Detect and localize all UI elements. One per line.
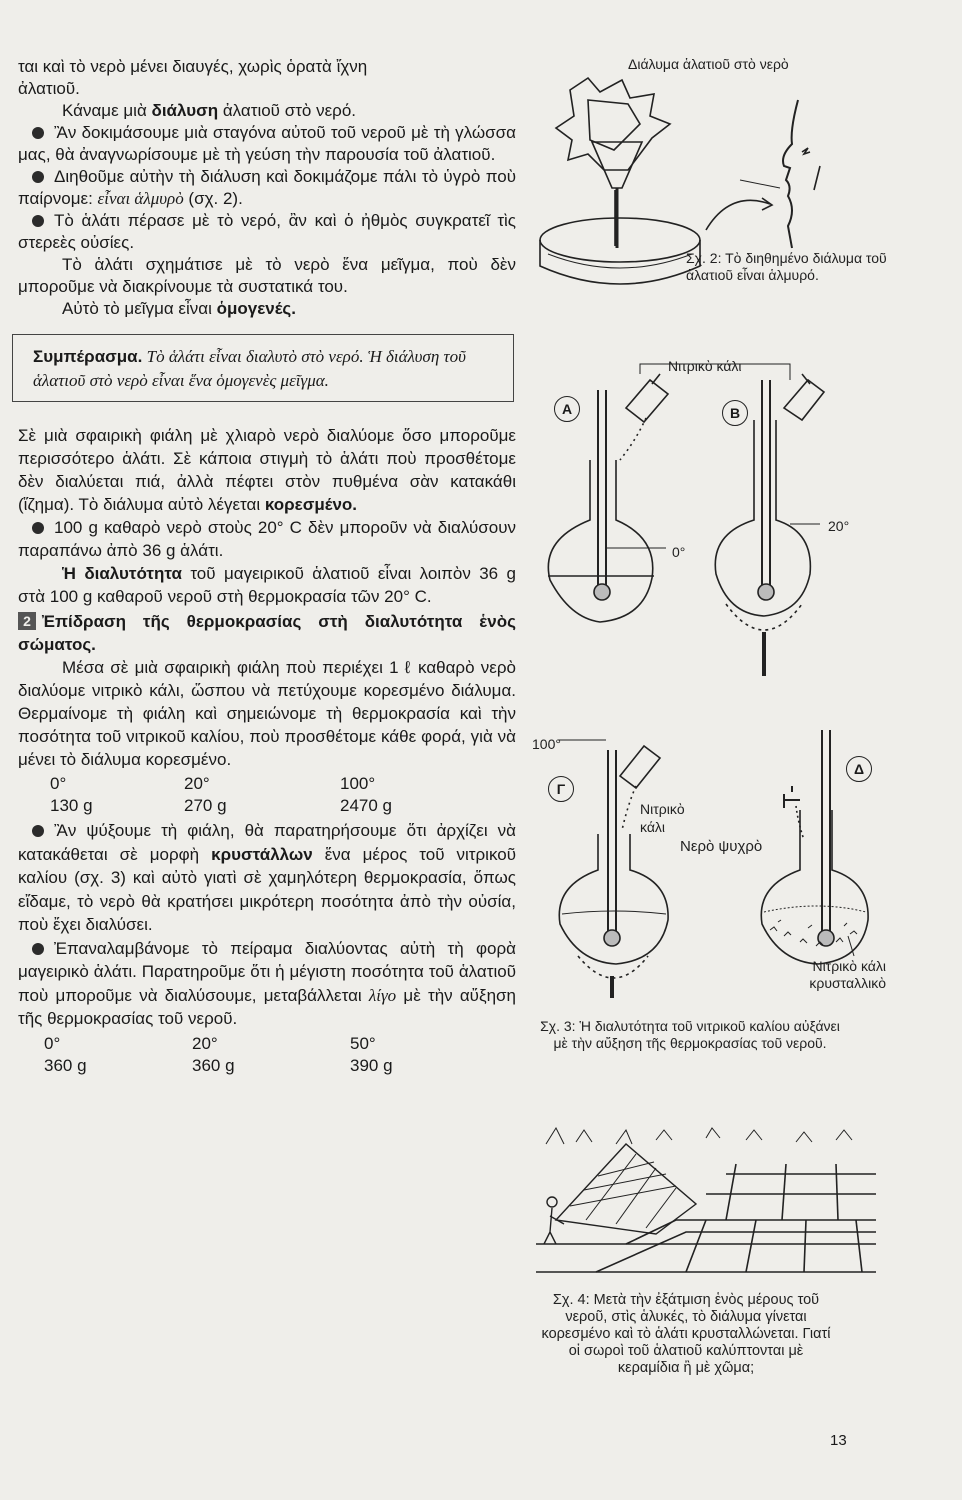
table-cell: 270 g: [184, 796, 227, 815]
text-run: Ἐπαναλαμβάνομε τὸ πείραμα διαλύοντας αὐτὴ τὴ φορὰ μαγειρικὸ ἁλάτι. Παρατηροῦμε ὅτι ἡ μέγιστη ποσότητα τοῦ ἁλατιοῦ ποὺ μποροῦμε νὰ διαλύσουμε, μεταβάλλεται: [18, 938, 516, 1005]
table-cell: 2470 g: [340, 796, 392, 815]
fig3-flasks-GD: [548, 730, 878, 1000]
table-cell: 0°: [50, 774, 67, 793]
table-kno3-amounts: [50, 795, 516, 817]
section-title: Ἐπίδραση τῆς θερμοκρασίας στὴ διαλυτότητα ἑνὸς σώματος.: [18, 612, 516, 654]
bullet-icon: [32, 943, 44, 955]
term-dialysi: διάλυση: [151, 101, 219, 120]
table-cell: 390 g: [350, 1055, 393, 1075]
text-run: Σὲ μιὰ σφαιρικὴ φιάλη μὲ χλιαρὸ νερὸ διαλύομε ὅσο μποροῦμε περισσότερο ἁλάτι. Σὲ κάποια στιγμὴ τὸ ἁλάτι ποὺ προσθέτομε δὲν διαλύεται πιά, ἀλλὰ πέφτει στὸν πυθμένα σὰν κατακάθι (ἵζημα). Τὸ διάλυμα αὐτὸ λέγεται: [18, 426, 516, 514]
term-solubility: Ἡ διαλυτότητα: [62, 564, 182, 583]
text-run: (σχ. 2).: [183, 189, 243, 208]
fig3-label-B: Β: [722, 400, 748, 426]
paragraph-mixture: [18, 254, 516, 298]
fig3-temp-100: 100°: [532, 736, 561, 752]
fig4-caption: Σχ. 4: Μετὰ τὴν ἐξάτμιση ἑνὸς μέρους τοῦ νεροῦ, στὶς ἁλυκές, τὸ διάλυμα γίνεται κορεσμένο καὶ τὸ ἁλάτι κρυσταλλώνεται. Γιατί οἱ σωροὶ τοῦ ἁλατιοῦ καλύπτονται μὲ κεραμίδια ἢ μὲ χῶμα;: [541, 1292, 831, 1376]
bullet-icon: [32, 215, 44, 227]
text-run: μὲ τὴν αὔξηση τῆς θερμοκρασίας τοῦ νεροῦ.: [18, 985, 516, 1028]
fig3-temp-20: 20°: [828, 518, 850, 534]
text-run: Ἂν δοκιμάσουμε μιὰ σταγόνα αὐτοῦ τοῦ νεροῦ μὲ τὴ γλώσσα μας, θὰ ἀναγνωρίσουμε μὲ τὴ γεύση τὴν παρουσία τοῦ ἀλατιοῦ.: [18, 123, 516, 164]
paragraph-saturated: [18, 424, 516, 516]
section-number: 2: [18, 612, 36, 630]
conclusion-label: Συμπέρασμα.: [33, 347, 143, 366]
bullet-filter: [18, 166, 516, 210]
text-run: Διηθοῦμε αὐτὴν τὴ διάλυση καὶ δοκιμάζομε πάλι τὸ ὑγρὸ ποὺ παίρνομε:: [18, 167, 516, 208]
bullet-icon: [32, 825, 44, 837]
bullet-icon: [32, 127, 44, 139]
table-nacl-temps: [44, 1033, 516, 1055]
fig3-flasks-AB: [540, 360, 850, 690]
paragraph-solubility: [18, 562, 516, 608]
section-heading: [18, 610, 516, 656]
text-run: Τὸ ἁλάτι πέρασε μὲ τὸ νερό, ἂν καὶ ὁ ἠθμὸς συγκρατεῖ τὶς στερεὲς οὐσίες.: [18, 211, 516, 252]
fig4-saltworks-illustration: [536, 1124, 876, 1284]
fig3-label-D: Δ: [846, 756, 872, 782]
bullet-cooling: [18, 819, 516, 937]
table-kno3: [50, 773, 516, 817]
italic-little: λίγο: [368, 985, 397, 1005]
fig3-label-cold-water: Νερὸ ψυχρὸ: [680, 838, 763, 855]
fig2-top-label: Διάλυμα ἁλατιοῦ στὸ νερὸ: [628, 56, 789, 72]
table-cell: 20°: [184, 774, 210, 793]
main-text-column: [18, 56, 516, 1077]
fig3-label-G: Γ: [548, 776, 574, 802]
text-line: ται καὶ τὸ νερὸ μένει διαυγές, χωρὶς ὁρατὰ ἴχνη: [18, 57, 368, 76]
table-cell: 130 g: [50, 796, 93, 815]
conclusion-text: Τὸ ἁλάτι εἶναι διαλυτὸ στὸ νερό. Ἡ διάλυση τοῦ ἁλατιοῦ στὸ νερὸ εἶναι ἕνα ὁμογενὲς μεῖγμα.: [33, 347, 466, 390]
text-run: ἀλατιοῦ στὸ νερό.: [218, 101, 357, 120]
bullet-100g: [18, 516, 516, 562]
italic-salty: εἶναι ἁλμυρὸ: [97, 189, 184, 208]
page-number: 13: [830, 1432, 847, 1449]
bullet-icon: [32, 171, 44, 183]
text-run: ἕνα μέρος τοῦ νιτρικοῦ καλίου (σχ. 3) καὶ αὐτὸ γιατὶ σὲ χαμηλότερη θερμοκρασία, ὅπως εἴδαμε, τὸ νερὸ θὰ κρατήσει μικρότερη ποσότητα ἀπὸ τὴν οὐσία, ποὺ ἔχει διαλύσει.: [18, 844, 516, 934]
table-nacl: [44, 1033, 516, 1077]
table-cell: 360 g: [44, 1055, 87, 1075]
paragraph-dissolution: [18, 100, 516, 122]
conclusion-box: [12, 334, 514, 402]
fig3-label-A: Α: [554, 396, 580, 422]
term-homogeneous: ὁμογενές.: [216, 299, 296, 318]
bullet-icon: [32, 522, 44, 534]
text-run: Μέσα σὲ μιὰ σφαιρικὴ φιάλη ποὺ περιέχει 1 ℓ καθαρὸ νερὸ διαλύομε νιτρικὸ κάλι, ὥσπου νὰ πετύχουμε κορεσμένο διάλυμα. Θερμαίνομε τὴ φιάλη καὶ σημειώνομε τὴ θερμοκρασία καὶ τὴν ποσότητα τοῦ νιτρικοῦ καλίου, ποὺ προσθέτομε κάθε φορά, γιὰ νὰ μένει τὸ διάλυμα κορεσμένο.: [18, 658, 516, 769]
paragraph-kno3: [18, 656, 516, 771]
text-run: 100 g καθαρὸ νερὸ στοὺς 20° C δὲν μποροῦν νὰ διαλύσουν παραπάνω ἀπὸ 36 g ἁλάτι.: [18, 518, 516, 560]
term-saturated: κορεσμένο.: [264, 495, 358, 514]
text-run: τοῦ μαγειρικοῦ ἁλατιοῦ εἶναι λοιπὸν 36 g στὰ 100 g καθαροῦ νεροῦ στὴ θερμοκρασία τῶν 20° C.: [18, 564, 516, 606]
text-line: ἀλατιοῦ.: [18, 79, 80, 98]
bullet-repeat: [18, 937, 516, 1031]
fig3-label-crystal: Νιτρικὸ κάλι κρυσταλλικὸ: [809, 958, 886, 991]
table-nacl-amounts: [44, 1055, 516, 1077]
table-cell: 100°: [340, 774, 376, 793]
fig3-temp-0: 0°: [672, 544, 686, 560]
fig3-caption: Σχ. 3: Ἡ διαλυτότητα τοῦ νιτρικοῦ καλίου αὐξάνει μὲ τὴν αὔξηση τῆς θερμοκρασίας τοῦ νεροῦ.: [540, 1018, 840, 1051]
table-cell: 360 g: [192, 1055, 235, 1075]
text-run: Αὐτὸ τὸ μεῖγμα εἶναι: [62, 299, 217, 318]
table-cell: 50°: [350, 1033, 376, 1053]
bullet-taste: [18, 122, 516, 166]
paragraph-homogeneous: [18, 298, 516, 320]
paragraph-intro: [18, 56, 516, 100]
term-crystals: κρυστάλλων: [211, 844, 313, 864]
bullet-passed: [18, 210, 516, 254]
text-run: Ἂν ψύξουμε τὴ φιάλη, θὰ παρατηρήσουμε ὅτι ἀρχίζει νὰ κατακάθεται σὲ μορφὴ: [18, 821, 516, 864]
text-run: Τὸ ἁλάτι σχημάτισε μὲ τὸ νερὸ ἕνα μεῖγμα, ποὺ δὲν μποροῦμε νὰ διακρίνουμε τὰ συστατικά του.: [18, 255, 516, 296]
table-cell: 0°: [44, 1033, 61, 1053]
fig3-label-kno3-top: Νιτρικὸ κάλι: [668, 358, 742, 374]
text-run: Κάναμε μιὰ: [62, 101, 152, 120]
fig3-label-kno3-G: Νιτρικὸ κάλι: [640, 801, 685, 835]
table-cell: 20°: [192, 1033, 218, 1053]
fig2-caption: Σχ. 2: Τὸ διηθημένο διάλυμα τοῦ ἁλατιοῦ εἶναι ἁλμυρό.: [686, 250, 887, 283]
table-kno3-temps: [50, 773, 516, 795]
